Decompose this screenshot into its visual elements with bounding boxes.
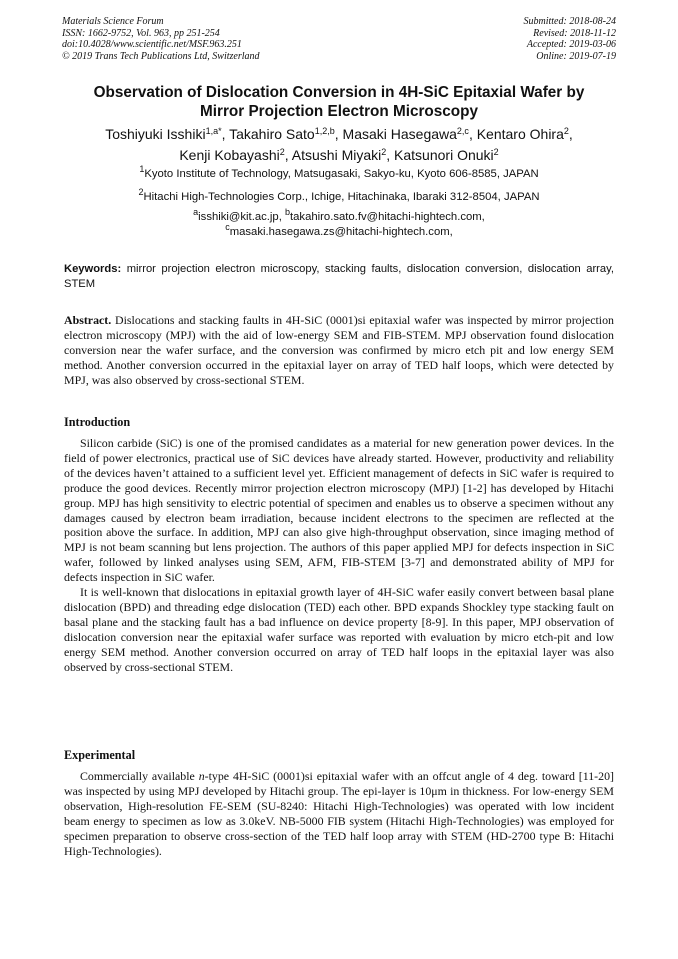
author-name: Atsushi Miyaki bbox=[291, 147, 382, 163]
author-sup: 2,c bbox=[456, 126, 469, 136]
keywords bbox=[64, 262, 614, 292]
affiliation-2 bbox=[40, 187, 638, 204]
affiliation-text: Kyoto Institute of Technology, Matsugasaki, Sakyo-ku, Kyoto 606-8585, JAPAN bbox=[144, 168, 539, 180]
experimental-heading: Experimental bbox=[64, 748, 136, 762]
keywords-label: Keywords: bbox=[64, 263, 122, 275]
abstract bbox=[64, 313, 614, 388]
email-link[interactable]: masaki.hasegawa.zs@hitachi-hightech.com, bbox=[229, 225, 453, 238]
date-submitted: Submitted: 2018-08-24 bbox=[523, 16, 616, 27]
affiliation-sup: 2 bbox=[138, 187, 144, 197]
journal-name: Materials Science Forum bbox=[62, 16, 164, 27]
journal-copyright: © 2019 Trans Tech Publications Ltd, Switzerland bbox=[62, 50, 260, 62]
introduction-paragraph-2: It is well-known that dislocations in epitaxial growth layer of 4H-SiC wafer easily convert between basal plane dislocation (BPD) and threading edge dislocation (TED) each other. BPD expands Shockley type stacking fault on basal plane and the stacking fault has a bad influence on device property [8-9]. In this paper, MPJ observation of dislocation conversion near the epitaxial wafer surface was reported with evaluation by micro etch-pit and low energy SEM method. Another conversion occurred on array of TED half loops in the epitaxial layer was also observed by cross-sectional STEM. bbox=[64, 585, 614, 674]
experimental-paragraph-1 bbox=[64, 769, 614, 858]
date-online: Online: 2019-07-19 bbox=[536, 50, 616, 62]
abstract-paragraph bbox=[64, 313, 614, 388]
author-line-2: Kenji Kobayashi$^2$, Atsushi Miyaki$^2$, Katsunori Onuki$^2$ bbox=[179, 147, 499, 163]
author-name: Toshiyuki Isshiki bbox=[105, 126, 206, 142]
date-accepted: Accepted: 2019-03-06 bbox=[526, 39, 616, 51]
author-line-1: Toshiyuki Isshiki$^{1,a*}$, Takahiro Sato$^{1,2,b}$, Masaki Hasegawa$^{2,c}$, Kentaro Ohira$^2$, bbox=[105, 126, 573, 142]
author-sup: 2 bbox=[279, 147, 285, 157]
experimental-text-start: Commercially available bbox=[80, 769, 199, 783]
keywords-text: mirror projection electron microscopy, stacking faults, dislocation conversion, dislocation array, STEM bbox=[64, 263, 614, 290]
introduction-section bbox=[64, 415, 614, 675]
experimental-text-italic: n bbox=[198, 769, 205, 783]
email-link[interactable]: isshiki@kit.ac.jp, bbox=[198, 211, 282, 223]
experimental-section bbox=[64, 748, 614, 858]
title-line-1: Observation of Dislocation Conversion in 4H-SiC Epitaxial Wafer by bbox=[93, 84, 585, 101]
email-link[interactable]: takahiro.sato.fv@hitachi-hightech.com, bbox=[290, 211, 485, 223]
journal-info bbox=[62, 16, 260, 62]
author-name: Katsunori Onuki bbox=[394, 147, 494, 163]
journal-issn: ISSN: 1662-9752, Vol. 963, pp 251-254 bbox=[62, 27, 220, 39]
email-sup: a bbox=[193, 207, 199, 217]
paper-title bbox=[40, 83, 638, 121]
author-list bbox=[40, 124, 638, 166]
email-sup: b bbox=[284, 207, 290, 217]
experimental-text-rest: -type 4H-SiC (0001)si epitaxial wafer with an offcut angle of 4 deg. toward [11-20] was inspected by using MPJ developed by Hitachi group. The epi-layer is 10μm in thickness. For low-energy SEM observation, High-resolution FE-SEM (SU-8240: Hitachi High-Technologies) was operated with low incident beam energy to specimen as low as 3.0keV. NB-5000 FIB system (Hitachi High-Technologies) was employed for specimen preparation to observe cross-section of the TED half loop array with STEM (HD-2700 type B: Hitachi High-Technologies). bbox=[64, 769, 614, 858]
author-name: Kentaro Ohira bbox=[476, 126, 564, 142]
date-revised: Revised: 2018-11-12 bbox=[533, 27, 616, 39]
author-name: Takahiro Sato bbox=[229, 126, 315, 142]
email-sup: c bbox=[225, 221, 230, 232]
email-line-2 bbox=[40, 221, 638, 240]
journal-doi: doi:10.4028/www.scientific.net/MSF.963.251 bbox=[62, 39, 242, 51]
publication-dates bbox=[524, 16, 617, 62]
affiliation-1 bbox=[40, 164, 638, 181]
email-line-1 bbox=[40, 207, 638, 225]
author-sup: 2 bbox=[493, 147, 499, 157]
title-line-2: Mirror Projection Electron Microscopy bbox=[200, 103, 478, 120]
author-name: Kenji Kobayashi bbox=[179, 147, 280, 163]
introduction-paragraph-1: Silicon carbide (SiC) is one of the promised candidates as a material for new generation power devices. In the field of power electronics, practical use of SiC devices have already started. However, productivity and reliability of the devices haven’t attained to a sufficient level yet. Efficient management of defects in SiC wafer is required to produce the good devices. Recently mirror projection electron microscopy (MPJ) [1-2] has developed by Hitachi group. MPJ has high sensitivity to electric potential of specimen and enables us to observe a specimen without any damages caused by electron beam irradiation, because incident electrons to the specimen are reflected at the position above the surface. In addition, MPJ can also give high-throughput observation, since imaging method of MPJ is not beam scanning but lens projection. The authors of this paper applied MPJ for defects inspection in SiC wafer, followed by linked analyses using SEM, AFM, FIB-STEM [3-7] and demonstrated ability of MPJ for defects inspection in SiC wafer. bbox=[64, 436, 614, 585]
introduction-heading: Introduction bbox=[64, 415, 131, 429]
abstract-text: Dislocations and stacking faults in 4H-SiC (0001)si epitaxial wafer was inspected by mirror projection electron microscopy (MPJ) with the aid of low-energy SEM and FIB-STEM. MPJ observation found dislocation conversion near the wafer surface, and the conversion was confirmed by micro etch pit and low energy SEM method. Another conversion occurred in the epitaxial layer on array of TED half loops, which were detected by MPJ, was also observed by cross-sectional STEM. bbox=[64, 313, 614, 387]
author-sup: 1,2,b bbox=[314, 126, 335, 136]
author-name: Masaki Hasegawa bbox=[342, 126, 457, 142]
author-sup: 2 bbox=[563, 126, 569, 136]
affiliation-text: Hitachi High-Technologies Corp., Ichige, Hitachinaka, Ibaraki 312-8504, JAPAN bbox=[143, 191, 540, 203]
abstract-label: Abstract. bbox=[64, 313, 112, 327]
author-sup: 1,a* bbox=[205, 126, 222, 136]
author-sup: 2 bbox=[381, 147, 387, 157]
affiliation-sup: 1 bbox=[139, 164, 145, 174]
author-emails bbox=[40, 207, 638, 239]
